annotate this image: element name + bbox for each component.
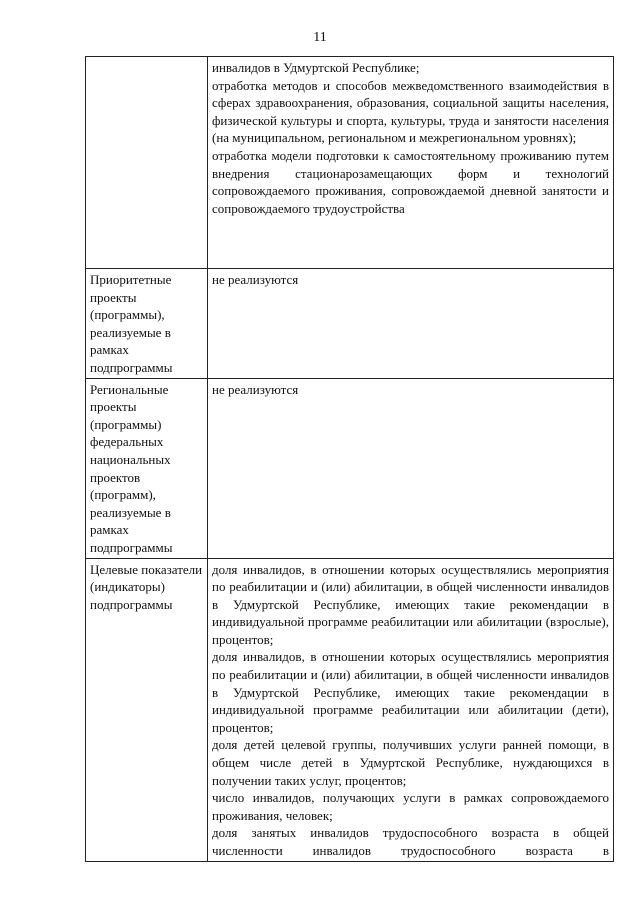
content-paragraph: инвалидов в Удмуртской Республике; <box>212 60 420 75</box>
content-paragraph: доля детей целевой группы, получивших услуги ранней помощи, в общем числе детей в Удмуртской Республике, нуждающихся в получении таких услуг, процентов; <box>212 737 609 788</box>
content-paragraph: доля инвалидов, в отношении которых осуществлялись мероприятия по реабилитации и (или) абилитации, в общей численности инвалидов в Удмуртской Республике, имеющих такие рекомендации в индивидуальной программе реабилитации или абилитации (взрослые), процентов; <box>212 561 609 647</box>
content-paragraph: число инвалидов, получающих услуги в рамках сопровождаемого проживания, человек; <box>212 790 609 823</box>
row-content <box>208 57 614 269</box>
row-content <box>208 269 614 379</box>
content-paragraph: отработка модели подготовки к самостоятельному проживанию путем внедрения стационарозамещающих форм и технологий сопровождаемого проживания, сопровождаемой дневной занятости и сопровождаемого трудоустройства <box>212 147 609 216</box>
row-content <box>208 378 614 558</box>
content-paragraph: отработка методов и способов межведомственного взаимодействия в сферах здравоохранения, образования, социальной защиты населения, физической культуры и спорта, культуры, труда и занятости населения (на муниципальном, региональном и межрегиональном уровнях); <box>212 77 609 146</box>
row-label: Приоритетные проекты (программы), реализуемые в рамках подпрограммы <box>86 269 208 379</box>
table-row <box>86 558 614 861</box>
page-number: 11 <box>313 30 327 45</box>
content-paragraph: не реализуются <box>212 272 299 287</box>
row-label <box>86 57 208 269</box>
row-label: Целевые показатели (индикаторы) подпрограммы <box>86 558 208 861</box>
row-content <box>208 558 614 861</box>
subprogram-passport-table <box>85 56 614 862</box>
row-label: Региональные проекты (программы) федеральных национальных проектов (программ), реализуемые в рамках подпрограммы <box>86 378 208 558</box>
content-paragraph: не реализуются <box>212 381 299 397</box>
table-row <box>86 378 614 558</box>
table-row <box>86 57 614 269</box>
content-paragraph-continued: доля занятых инвалидов трудоспособного возраста в общей численности инвалидов трудоспособного возраста в <box>212 825 609 858</box>
content-paragraph: доля инвалидов, в отношении которых осуществлялись мероприятия по реабилитации и (или) абилитации, в общей численности инвалидов в Удмуртской Республике, имеющих такие рекомендации в индивидуальной программе реабилитации или абилитации (дети), процентов; <box>212 649 609 735</box>
table-row <box>86 269 614 379</box>
